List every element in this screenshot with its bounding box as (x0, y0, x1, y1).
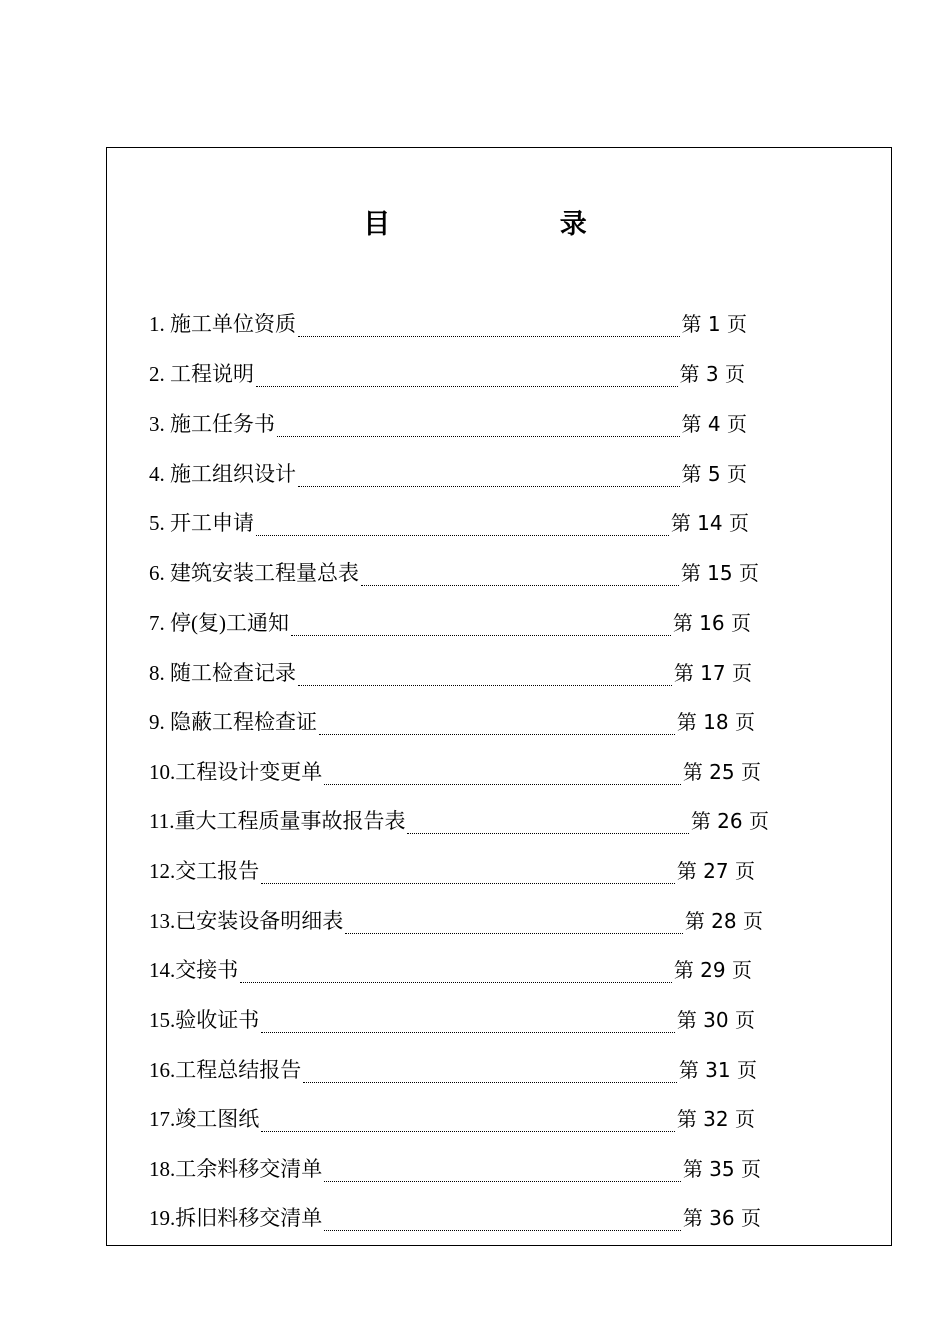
toc-entry[interactable] (149, 1052, 757, 1088)
toc-entry-page: 第 27 页 (676, 859, 755, 883)
toc-entry-label: 17.竣工图纸 (149, 1107, 260, 1131)
toc-entry[interactable] (149, 306, 747, 342)
toc-entry-page: 第 16 页 (672, 611, 751, 635)
toc-entry-label: 15.验收证书 (149, 1008, 260, 1032)
dot-leader (407, 832, 688, 834)
toc-entry-page: 第 1 页 (681, 312, 747, 336)
toc-entry-label: 7. 停(复)工通知 (149, 611, 289, 635)
toc-entry-label: 2. 工程说明 (149, 362, 254, 386)
toc-entry-page: 第 17 页 (673, 661, 752, 685)
toc-entry[interactable] (149, 754, 761, 790)
dot-leader (298, 335, 680, 337)
dot-leader (324, 783, 681, 785)
toc-entry-page: 第 26 页 (690, 809, 769, 833)
toc-entry-label: 10.工程设计变更单 (149, 760, 323, 784)
toc-entry[interactable] (149, 903, 763, 939)
toc-entry-label: 18.工余料移交清单 (149, 1157, 323, 1181)
toc-entry[interactable] (149, 505, 749, 541)
toc-entry-label: 14.交接书 (149, 958, 239, 982)
toc-entry-page: 第 32 页 (676, 1107, 755, 1131)
toc-entry-label: 3. 施工任务书 (149, 412, 275, 436)
toc-entry-page: 第 28 页 (684, 909, 763, 933)
toc-entry[interactable] (149, 1002, 755, 1038)
toc-entry-label: 11.重大工程质量事故报告表 (149, 809, 406, 833)
toc-entry-page: 第 3 页 (679, 362, 745, 386)
toc-entry[interactable] (149, 1200, 761, 1236)
toc-entry-page: 第 15 页 (680, 561, 759, 585)
toc-entry[interactable] (149, 803, 769, 839)
toc-entry[interactable] (149, 356, 745, 392)
toc-entry[interactable] (149, 704, 755, 740)
dot-leader (361, 584, 679, 586)
dot-leader (261, 1130, 675, 1132)
toc-entry[interactable] (149, 1151, 761, 1187)
dot-leader (319, 733, 675, 735)
toc-entry[interactable] (149, 853, 755, 889)
toc-entry-label: 19.拆旧料移交清单 (149, 1206, 323, 1230)
toc-entry-label: 4. 施工组织设计 (149, 462, 296, 486)
toc-entry-label: 6. 建筑安装工程量总表 (149, 561, 359, 585)
toc-entry-label: 9. 隐蔽工程检查证 (149, 710, 317, 734)
toc-entry[interactable] (149, 1101, 755, 1137)
dot-leader (324, 1229, 681, 1231)
dot-leader (261, 1031, 675, 1033)
dot-leader (345, 932, 683, 934)
toc-entry[interactable] (149, 655, 752, 691)
dot-leader (256, 385, 678, 387)
page-title: 目 录 (363, 209, 667, 240)
dot-leader (298, 684, 672, 686)
toc-entry[interactable] (149, 952, 752, 988)
toc-entry-page: 第 36 页 (682, 1206, 761, 1230)
toc-entry-page: 第 25 页 (682, 760, 761, 784)
toc-entry-page: 第 29 页 (673, 958, 752, 982)
toc-entry[interactable] (149, 605, 751, 641)
toc-entry[interactable] (149, 456, 747, 492)
toc-entry-label: 1. 施工单位资质 (149, 312, 296, 336)
toc-entry-page: 第 31 页 (678, 1058, 757, 1082)
toc-entry-page: 第 4 页 (681, 412, 747, 436)
dot-leader (324, 1180, 681, 1182)
toc-entry-page: 第 18 页 (676, 710, 755, 734)
dot-leader (256, 534, 669, 536)
dot-leader (277, 435, 680, 437)
toc-entry-label: 13.已安装设备明细表 (149, 909, 344, 933)
toc-entry[interactable] (149, 406, 747, 442)
dot-leader (240, 981, 672, 983)
dot-leader (291, 634, 671, 636)
toc-entry-page: 第 14 页 (670, 511, 749, 535)
toc-entry-label: 5. 开工申请 (149, 511, 254, 535)
dot-leader (298, 485, 680, 487)
dot-leader (261, 882, 675, 884)
toc-entry[interactable] (149, 555, 759, 591)
dot-leader (303, 1081, 677, 1083)
toc-entry-page: 第 35 页 (682, 1157, 761, 1181)
toc-entry-label: 12.交工报告 (149, 859, 260, 883)
toc-entry-label: 8. 随工检查记录 (149, 661, 296, 685)
toc-entry-label: 16.工程总结报告 (149, 1058, 302, 1082)
toc-entry-page: 第 30 页 (676, 1008, 755, 1032)
toc-entry-page: 第 5 页 (681, 462, 747, 486)
